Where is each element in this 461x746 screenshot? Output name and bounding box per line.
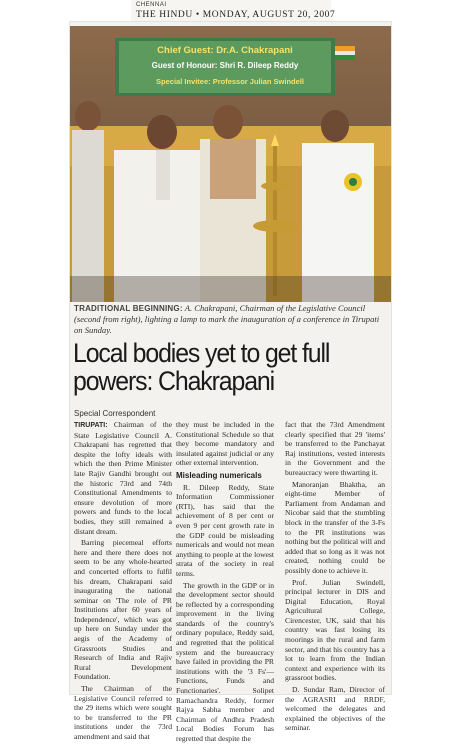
byline: Special Correspondent xyxy=(74,409,156,418)
dateline: TIRUPATI: xyxy=(74,422,108,429)
article-paragraph: The Chairman of the Legislative Council referred to the 29 items which were sought to be transferred to the PR institutions under the 73rd amendment and said that xyxy=(74,684,172,741)
caption-lead: TRADITIONAL BEGINNING: xyxy=(74,304,183,313)
photo-illustration xyxy=(70,26,391,302)
banner-line-3: Special Invitee: Professor Julian Swindell xyxy=(156,77,304,86)
article-paragraph: The growth in the GDP or in the development sector should be reflected by a corresponding improvement in the living standards of the country's ordinary populace, Reddy said, and regretted that the political system and the bureaucracy have failed in providing the PR institutions with the '3 Fs'— Functions, Funds and Functionaries'. Solipet Ramachandra Reddy, former Rajya Sabha member and Chairman of Andhra Pradesh Local Bodies Forum has regretted that despite the xyxy=(176,580,274,743)
masthead xyxy=(131,0,336,22)
article-column-2 xyxy=(176,420,274,746)
news-photo xyxy=(70,26,391,302)
article-column-3 xyxy=(285,420,385,735)
banner-line-2: Guest of Honour: Shri R. Dileep Reddy xyxy=(151,61,299,70)
article-paragraph: TIRUPATI: Chairman of the State Legislative Council A. Chakrapani has regretted that despite the lofty ideals with which the then Prime Minister late Rajiv Gandhi brought out the historic 73rd and 74th Constitutional Amendments to ensure devolution of more powers and funds to the local bodies, they still remained a distant dream. xyxy=(74,420,172,536)
masthead-date-line: THE HINDU • MONDAY, AUGUST 20, 2007 xyxy=(136,10,336,20)
subheading: Misleading numericals xyxy=(176,470,262,480)
photo-caption xyxy=(74,303,387,336)
masthead-city: CHENNAI xyxy=(136,2,167,8)
article-paragraph: R. Dileep Reddy, State Information Commissioner (RTI), has said that the achievement of 8 per cent or even 9 per cent growth rate in the GDP could be misleading numericals and would not mean anything to people at the lowest strata of the society in real terms. xyxy=(176,482,274,578)
newspaper-clipping xyxy=(70,22,391,743)
headline: Local bodies yet to get full powers: Chakrapani xyxy=(73,338,330,396)
banner-line-1: Chief Guest: Dr.A. Chakrapani xyxy=(157,45,293,56)
article-paragraph: Prof. Julian Swindell, principal lecturer in DIS and Digital Education, Royal Agricultural College, Cirencester, UK, said that his country was fast losing its moorings in the rural and farm sector, and that his country has a lot to learn from the Indian context and experience with its grassroot bodies. xyxy=(285,577,385,683)
article-paragraph: fact that the 73rd Amendment clearly specified that 29 'items' be transferred to the Panchayat Raj institutions, vested interests in the Government and the bureaucracy were thwarting it. xyxy=(285,420,385,477)
article-paragraph: Manoranjan Bhaktha, an eight-time Member of Parliament from Andaman and Nicobar said that the stumbling block in the transfer of the 3-Fs to the PR institutions was nothing but the political will and added that so long as it was not created, nothing could be possibly done to achieve it. xyxy=(285,479,385,575)
article-paragraph: they must be included in the Constitutional Schedule so that they become mandatory and insulated against judicial or any other external intervention. xyxy=(176,420,274,468)
article-paragraph: Barring piecemeal efforts here and there there does not seem to be any whole-hearted and concerted efforts to fulfil his dream, Chakrapani said inaugurating the national seminar on 'The role of PR Institutions after 60 years of Independence', which was got up here on Sunday under the aegis of the Academy of Grassroots Studies and Research of India and Rajiv Rural Development Foundation. xyxy=(74,538,172,682)
caption-text: A. Chakrapani, Chairman of the Legislative Council (second from right), lighting a lamp to mark the inauguration of a conference in Tirupati on Sunday. xyxy=(74,303,380,335)
article-paragraph: D. Sundar Ram, Director of the AGRASRI and RRDF, welcomed the delegates and explained the objectives of the seminar. xyxy=(285,685,385,733)
article-column-1 xyxy=(74,420,172,744)
